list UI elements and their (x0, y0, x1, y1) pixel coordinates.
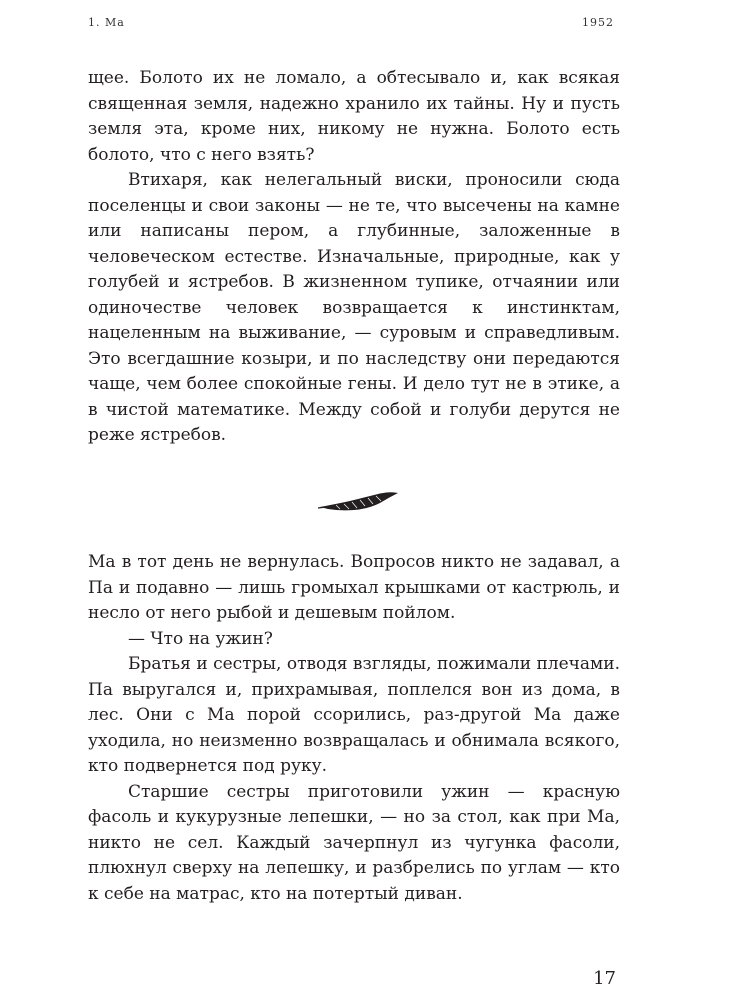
feather-icon (316, 490, 402, 516)
running-header (88, 16, 614, 36)
paragraph: Втихаря, как нелегальный виски, проносили сюда поселенцы и свои законы — не те, что высечены на камне или написаны пером, а глубинные, заложенные в человеческом естестве. Изначальные, природные, как у голубей и ястребов. В жизненном тупике, отчаянии или одиночестве человек возвращается к инстинктам, нацеленным на выживание, — суровым и справедливым. Это всегдашние козыри, и по наследству они передаются чаще, чем более спокойные гены. И дело тут не в этике, а в чистой математике. Между собой и голуби дерутся не реже ястребов. (88, 170, 620, 445)
dialogue-line: — Что на ужин? (128, 628, 273, 649)
paragraph: Ма в тот день не вернулась. Вопросов никто не задавал, а Па и подавно — лишь громыхал крышками от кастрюль, и несло от него рыбой и дешевым пойлом. (88, 552, 620, 623)
header-year: 1952 (582, 16, 614, 29)
paragraph: щее. Болото их не ломало, а обтесывало и, как всякая священная земля, надежно хранило их тайны. Ну и пусть земля эта, кроме них, никому не нужна. Болото есть болото, что с него взять? (88, 68, 620, 165)
paragraph: Старшие сестры приготовили ужин — красную фасоль и кукурузные лепешки, — но за стол, как при Ма, никто не сел. Каждый зачерпнул из чугунка фасоли, плюхнул сверху на лепешку, и разбрелись по углам — кто к себе на матрас, кто на потертый диван. (88, 781, 620, 904)
text-block-1 (88, 66, 620, 449)
paragraph: Братья и сестры, отводя взгляды, пожимали плечами. Па выругался и, прихрамывая, поплелся вон из дома, в лес. Они с Ма порой ссорились, раз-другой Ма даже уходила, но неизменно возвращалась и обнимала всякого, кто подвернется под руку. (88, 654, 620, 776)
chapter-title: 1. Ма (88, 16, 125, 29)
text-block-2 (88, 550, 620, 907)
page-number: 17 (593, 968, 616, 989)
